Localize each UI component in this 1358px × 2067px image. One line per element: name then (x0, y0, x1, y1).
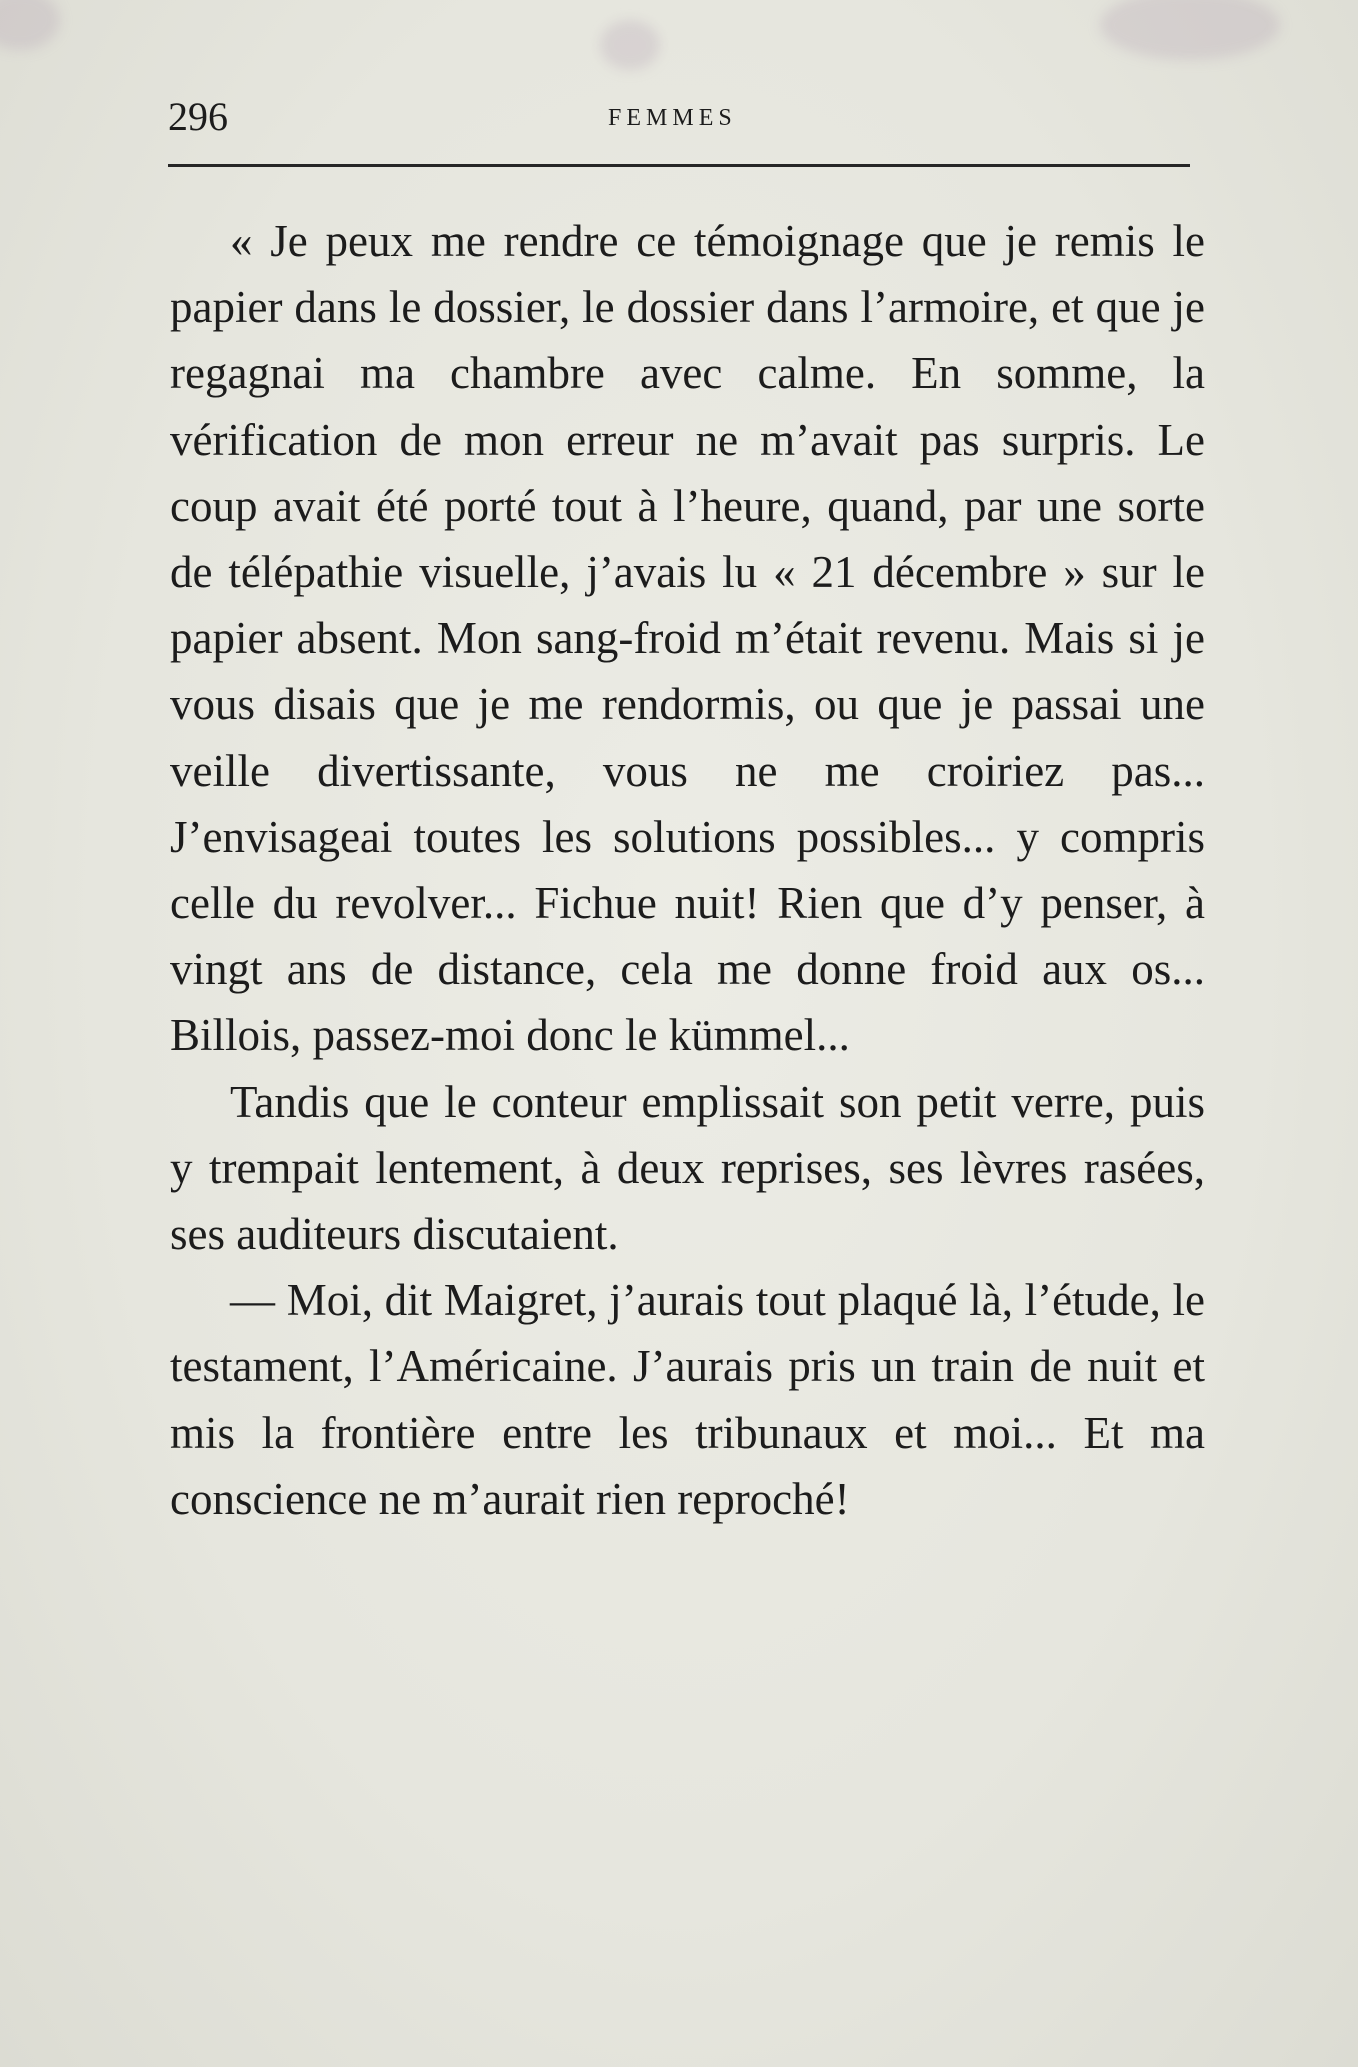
running-title: FEMMES (608, 105, 737, 131)
page-header (168, 92, 1190, 142)
body-text (170, 208, 1205, 1532)
paragraph: Tandis que le conteur emplissait son petit verre, puis y trempait lentement, à deux reprises, ses lèvres rasées, ses auditeurs discutaient. (170, 1076, 1205, 1260)
page-number: 296 (168, 94, 228, 139)
page-stain (1100, 0, 1280, 60)
paragraph: « Je peux me rendre ce témoignage que je remis le papier dans le dossier, le dossier dans l’armoire, et que je regagnai ma chambre avec calme. En somme, la vérification de mon erreur ne m’avait pas surpris. Le coup avait été porté tout à l’heure, quand, par une sorte de télépathie visuelle, j’avais lu « 21 décembre » sur le papier absent. Mon sang-froid m’était revenu. Mais si je vous disais que je me rendormis, ou que je passai une veille divertissante, vous ne me croiriez pas... J’envisageai toutes les solutions possibles... y compris celle du revolver... Fichue nuit! Rien que d’y penser, à vingt ans de distance, cela me donne froid aux os... Billois, passez-moi donc le kümmel... (170, 216, 1205, 1061)
page-stain (0, 0, 60, 50)
paragraph: — Moi, dit Maigret, j’aurais tout plaqué là, l’étude, le testament, l’Américaine. J’aurais pris un train de nuit et mis la frontière entre les tribunaux et moi... Et ma conscience ne m’aurait rien reproché! (170, 1275, 1205, 1524)
header-rule (168, 164, 1190, 167)
page-stain (600, 20, 660, 70)
